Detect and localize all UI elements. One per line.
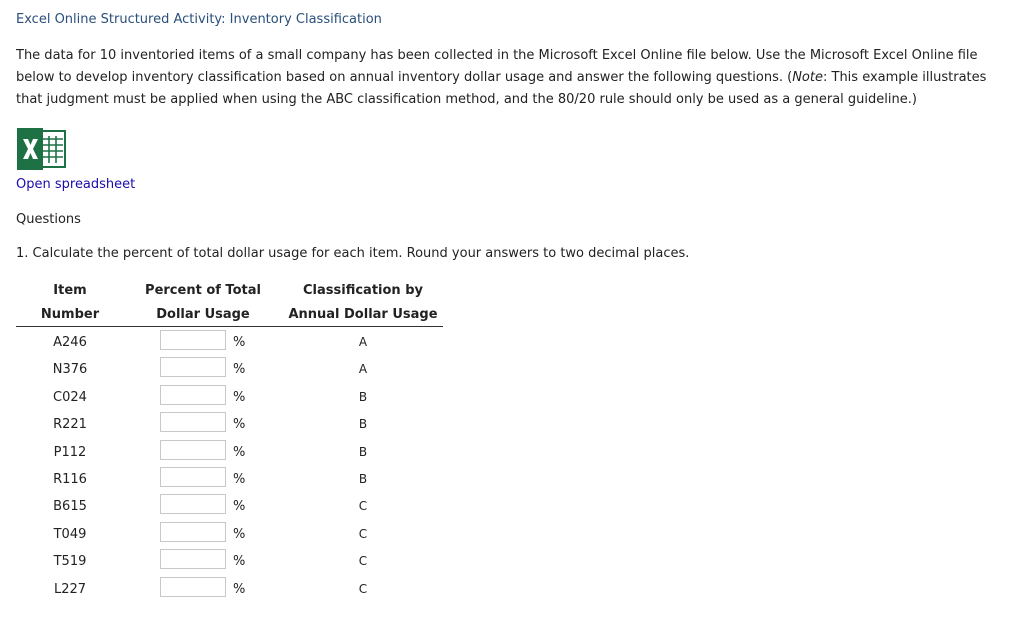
header-percent-line2: Dollar Usage xyxy=(156,307,250,322)
page-title: Excel Online Structured Activity: Inventory Classification xyxy=(16,12,382,27)
header-divider xyxy=(16,326,443,327)
percent-sign: % xyxy=(233,335,246,350)
percent-sign: % xyxy=(233,527,246,542)
percent-sign: % xyxy=(233,499,246,514)
percent-input[interactable] xyxy=(160,494,226,514)
item-number: R116 xyxy=(53,472,87,487)
item-number: B615 xyxy=(53,499,87,514)
item-number: T049 xyxy=(53,527,87,542)
percent-sign: % xyxy=(233,472,246,487)
table-row xyxy=(0,494,460,521)
percent-input[interactable] xyxy=(160,577,226,597)
percent-input[interactable] xyxy=(160,440,226,460)
percent-sign: % xyxy=(233,582,246,597)
header-class-line1: Classification by xyxy=(303,283,423,298)
header-class-line2: Annual Dollar Usage xyxy=(288,307,438,322)
table-row xyxy=(0,522,460,549)
intro-text-1: The data for 10 inventoried items of a small company has been collected in the Microsoft Excel Online file below. Use the Microsoft Excel Online file below to develop inventory classification based on annual inventory dollar usage and answer the following questions. ( xyxy=(16,48,978,85)
item-number: T519 xyxy=(53,554,87,569)
percent-input[interactable] xyxy=(160,357,226,377)
percent-input[interactable] xyxy=(160,522,226,542)
classification: B xyxy=(358,390,368,404)
percent-sign: % xyxy=(233,445,246,460)
header-percent-line1: Percent of Total xyxy=(145,283,261,298)
classification: C xyxy=(358,554,368,568)
table-row xyxy=(0,330,460,357)
classification: B xyxy=(358,417,368,431)
table-row xyxy=(0,549,460,576)
item-number: A246 xyxy=(53,335,87,350)
percent-input[interactable] xyxy=(160,467,226,487)
intro-paragraph xyxy=(16,45,1006,111)
intro-note-label: Note xyxy=(792,70,823,85)
questions-label: Questions xyxy=(16,212,81,227)
classification: C xyxy=(358,582,368,596)
percent-input[interactable] xyxy=(160,549,226,569)
intro-text-2: : This example illustrates that judgment must be applied when using the ABC classification method, and the 80/20 rule should only be used as a general guideline.) xyxy=(16,70,987,107)
percent-input[interactable] xyxy=(160,330,226,350)
item-number: N376 xyxy=(52,362,88,377)
percent-input[interactable] xyxy=(160,412,226,432)
header-item-line1: Item xyxy=(53,283,87,298)
table-row xyxy=(0,577,460,604)
percent-input[interactable] xyxy=(160,385,226,405)
table-row xyxy=(0,440,460,467)
question-1-text: 1. Calculate the percent of total dollar usage for each item. Round your answers to two decimal places. xyxy=(16,246,690,261)
open-spreadsheet-link[interactable]: Open spreadsheet xyxy=(16,177,136,192)
item-number: R221 xyxy=(53,417,87,432)
classification: B xyxy=(358,472,368,486)
classification: A xyxy=(358,362,368,376)
percent-sign: % xyxy=(233,362,246,377)
excel-icon[interactable] xyxy=(17,128,67,170)
classification: A xyxy=(358,335,368,349)
percent-sign: % xyxy=(233,417,246,432)
table-row xyxy=(0,467,460,494)
classification: B xyxy=(358,445,368,459)
classification: C xyxy=(358,499,368,513)
table-row xyxy=(0,357,460,384)
item-number: P112 xyxy=(53,445,87,460)
percent-sign: % xyxy=(233,554,246,569)
item-number: L227 xyxy=(53,582,87,597)
item-number: C024 xyxy=(53,390,87,405)
table-row xyxy=(0,385,460,412)
table-row xyxy=(0,412,460,439)
percent-sign: % xyxy=(233,390,246,405)
header-item-line2: Number xyxy=(40,307,100,322)
classification: C xyxy=(358,527,368,541)
